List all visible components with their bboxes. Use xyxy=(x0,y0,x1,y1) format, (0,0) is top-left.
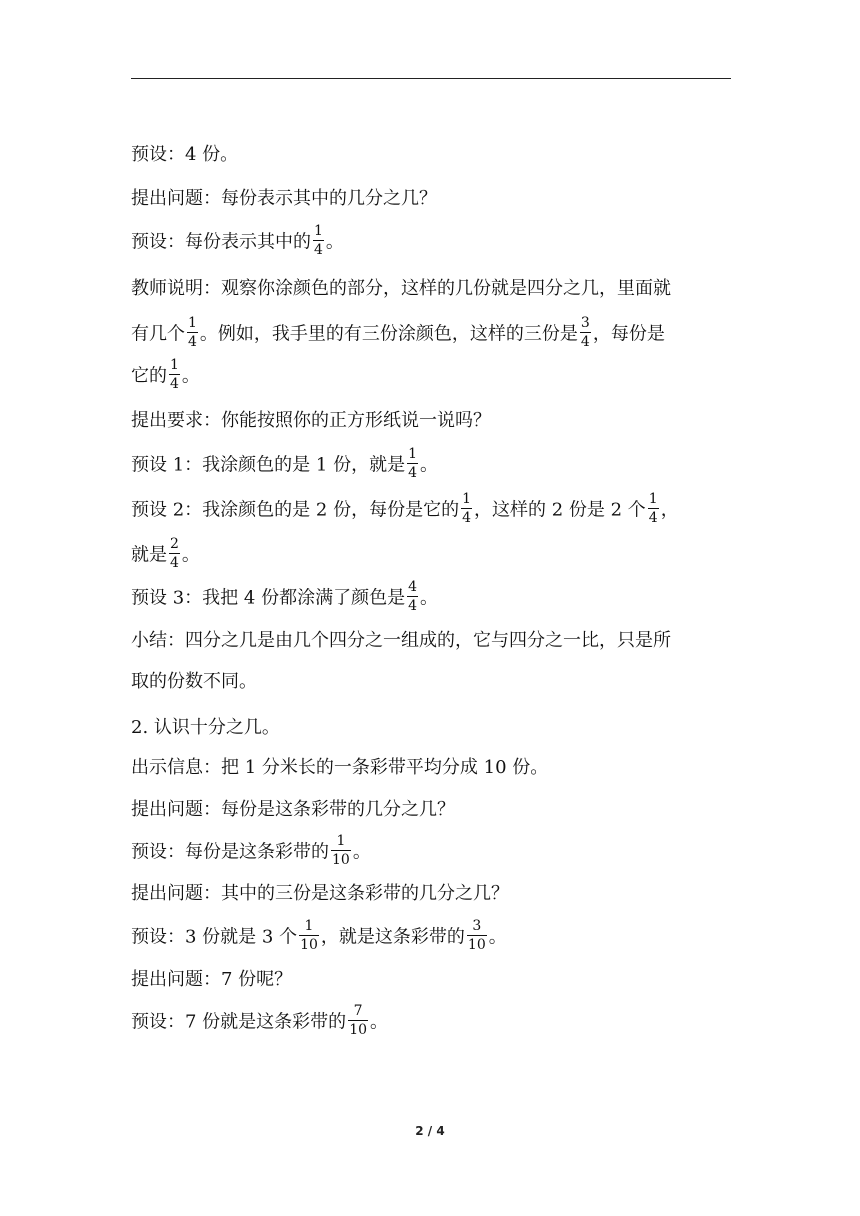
fraction: $\frac{1}{4}$ xyxy=(408,446,417,481)
fraction: $\frac{4}{4}$ xyxy=(408,579,417,614)
page-number: 2 / 4 xyxy=(415,1124,445,1138)
fraction: $\frac{1}{4}$ xyxy=(314,223,323,258)
paragraph: 提出问题：7 份呢？ xyxy=(131,969,293,990)
fraction: $\frac{1}{10}$ xyxy=(300,918,318,953)
header-rule xyxy=(131,78,731,79)
paragraph: 预设：4 份。 xyxy=(131,144,239,165)
paragraph: 预设 2：我涂颜色的是 2 份，每份是它的 $\frac{1}{4}$ ，这样的 2 份是 2 个 $\frac{1}{4}$ ， xyxy=(131,491,679,526)
paragraph: 预设：每份表示其中的 $\frac{1}{4}$ 。 xyxy=(131,223,344,258)
fraction: $\frac{3}{10}$ xyxy=(467,918,486,953)
paragraph: 预设：3 份就是 3 个 $\frac{1}{10}$ ，就是这条彩带的 $\frac{3}{10}$ 。 xyxy=(131,918,507,953)
fraction: $\frac{1}{10}$ xyxy=(332,833,350,868)
paragraph: 预设 3：我把 4 份都涂满了颜色是 $\frac{4}{4}$ 。 xyxy=(131,579,438,614)
paragraph: 提出要求：你能按照你的正方形纸说一说吗？ xyxy=(131,410,491,431)
section-heading: 2. 认识十分之几。 xyxy=(131,717,280,738)
fraction: $\frac{2}{4}$ xyxy=(170,536,179,571)
paragraph: 预设 1：我涂颜色的是 1 份，就是 $\frac{1}{4}$ 。 xyxy=(131,446,438,481)
paragraph: 出示信息：把 1 分米长的一条彩带平均分成 10 份。 xyxy=(131,757,549,778)
fraction: $\frac{7}{10}$ xyxy=(349,1003,368,1038)
paragraph: 提出问题：每份是这条彩带的几分之几？ xyxy=(131,799,455,820)
paragraph: 教师说明：观察你涂颜色的部分，这样的几份就是四分之几，里面就 xyxy=(131,278,671,299)
paragraph: 它的 $\frac{1}{4}$ 。 xyxy=(131,357,200,392)
paragraph: 小结：四分之几是由几个四分之一组成的，它与四分之一比，只是所 xyxy=(131,630,671,651)
paragraph: 提出问题：其中的三份是这条彩带的几分之几？ xyxy=(131,883,509,904)
document-body xyxy=(131,140,731,1050)
fraction: $\frac{1}{4}$ xyxy=(188,315,197,350)
paragraph: 有几个 $\frac{1}{4}$ 。例如，我手里的有三份涂颜色，这样的三份是 $\frac{3}{4}$ ，每份是 xyxy=(131,315,665,350)
fraction: $\frac{1}{4}$ xyxy=(462,491,471,526)
paragraph: 预设：7 份就是这条彩带的 $\frac{7}{10}$ 。 xyxy=(131,1003,389,1038)
paragraph: 提出问题：每份表示其中的几分之几？ xyxy=(131,188,437,209)
paragraph: 预设：每份是这条彩带的 $\frac{1}{10}$ 。 xyxy=(131,833,371,868)
paragraph: 取的份数不同。 xyxy=(131,671,257,692)
fraction: $\frac{1}{4}$ xyxy=(170,357,179,392)
paragraph: 就是 $\frac{2}{4}$ 。 xyxy=(131,536,200,571)
fraction: $\frac{1}{4}$ xyxy=(648,491,658,526)
fraction: $\frac{3}{4}$ xyxy=(580,315,590,350)
